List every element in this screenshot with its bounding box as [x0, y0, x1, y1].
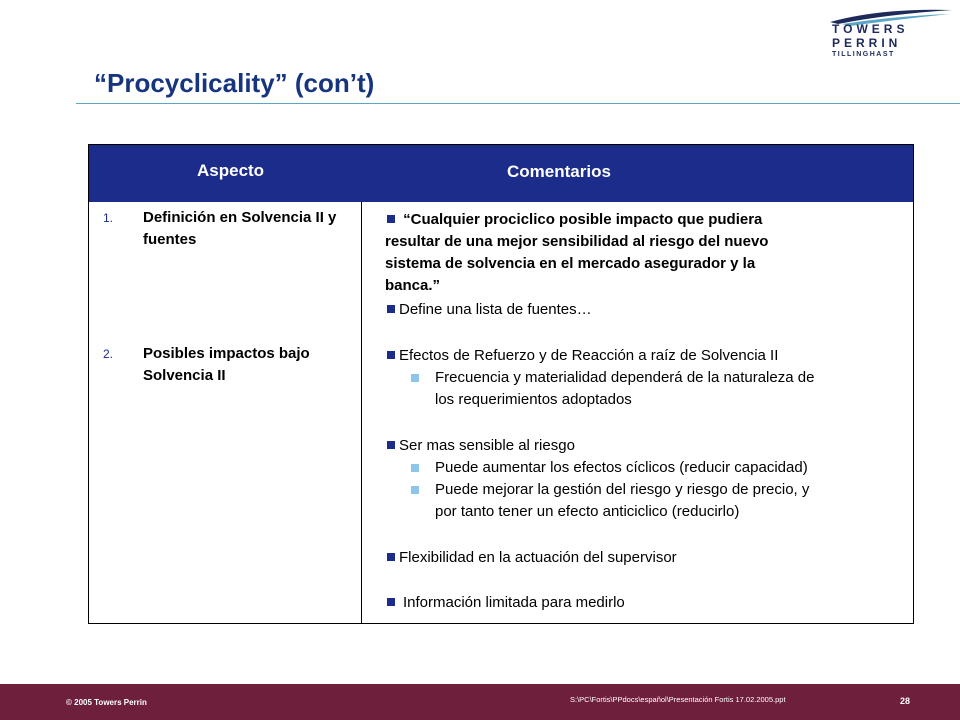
logo-line-tillinghast: TILLINGHAST — [832, 51, 895, 58]
light-square-bullet-icon — [411, 486, 419, 494]
comment-quote-line-1: “Cualquier prociclico posible impacto que pudiera — [387, 209, 762, 231]
comment-quote-line-4: banca.” — [385, 277, 441, 294]
square-bullet-icon — [387, 351, 395, 359]
logo-line-perrin: PERRIN — [832, 36, 902, 50]
comment-quote-line-3: sistema de solvencia en el mercado asegurador y la — [385, 255, 756, 272]
page-number: 28 — [900, 696, 911, 706]
comment-quote-line-2: resultar de una mejor sensibilidad al riesgo del nuevo — [385, 233, 769, 250]
square-bullet-icon — [387, 305, 395, 313]
comment-efectos: Efectos de Refuerzo y de Reacción a raíz de Solvencia II — [387, 345, 778, 367]
comment-flexibilidad: Flexibilidad en la actuación del supervisor — [387, 547, 677, 569]
towers-perrin-logo — [820, 6, 955, 68]
square-bullet-icon — [387, 553, 395, 561]
comment-sensible: Ser mas sensible al riesgo — [387, 435, 575, 457]
title-underline — [76, 103, 960, 104]
copyright: © 2005 Towers Perrin — [66, 698, 147, 707]
footer-bar — [0, 684, 960, 720]
aspect-number: 1. — [103, 211, 114, 225]
column-divider — [361, 202, 362, 624]
light-square-bullet-icon — [411, 464, 419, 472]
light-square-bullet-icon — [411, 374, 419, 382]
aspect-text: Posibles impactos bajo Solvencia II — [143, 345, 310, 384]
header-aspecto: Aspecto — [197, 161, 265, 180]
square-bullet-icon — [387, 215, 395, 223]
aspect-text: Definición en Solvencia II y fuentes — [143, 209, 337, 248]
logo-line-towers: TOWERS — [832, 22, 909, 36]
table-header — [89, 145, 913, 202]
file-path: S:\PC\Fortis\PPdocs\español\Presentación Fortis 17.02.2005.ppt — [570, 695, 786, 704]
square-bullet-icon — [387, 598, 395, 606]
header-comentarios: Comentarios — [507, 162, 611, 181]
slide-title: “Procyclicality” (con’t) — [94, 68, 375, 98]
comment-fuentes: Define una lista de fuentes… — [387, 299, 592, 321]
aspect-number: 2. — [103, 347, 114, 361]
comment-informacion: Información limitada para medirlo — [387, 592, 625, 614]
aspect-comment-table: Aspecto Comentarios 1. Definición en Solvencia II y fuentes 2. Posibles impactos bajo Solvencia II “Cualquier prociclico posible impacto que pudiera resultar de una mejor sensibilidad al riesgo del nuevo sistema de solvencia en el mercado asegurador y la banca.” Define una lista de fuentes… Efectos de Refuerzo y de Reacción a raíz de Solvencia II Frecuencia y materialidad dependerá de la naturaleza de los requerimientos adoptados Ser mas sensible al riesgo Puede aumentar los efectos cíclicos (reducir capacidad) Puede mejorar la gestión del riesgo y riesgo de precio, y por tanto tener un efecto anticiclico (reducirlo) Flexibilidad en la actuación del supervisor Información limitada para medirlo — [88, 144, 914, 624]
square-bullet-icon — [387, 441, 395, 449]
